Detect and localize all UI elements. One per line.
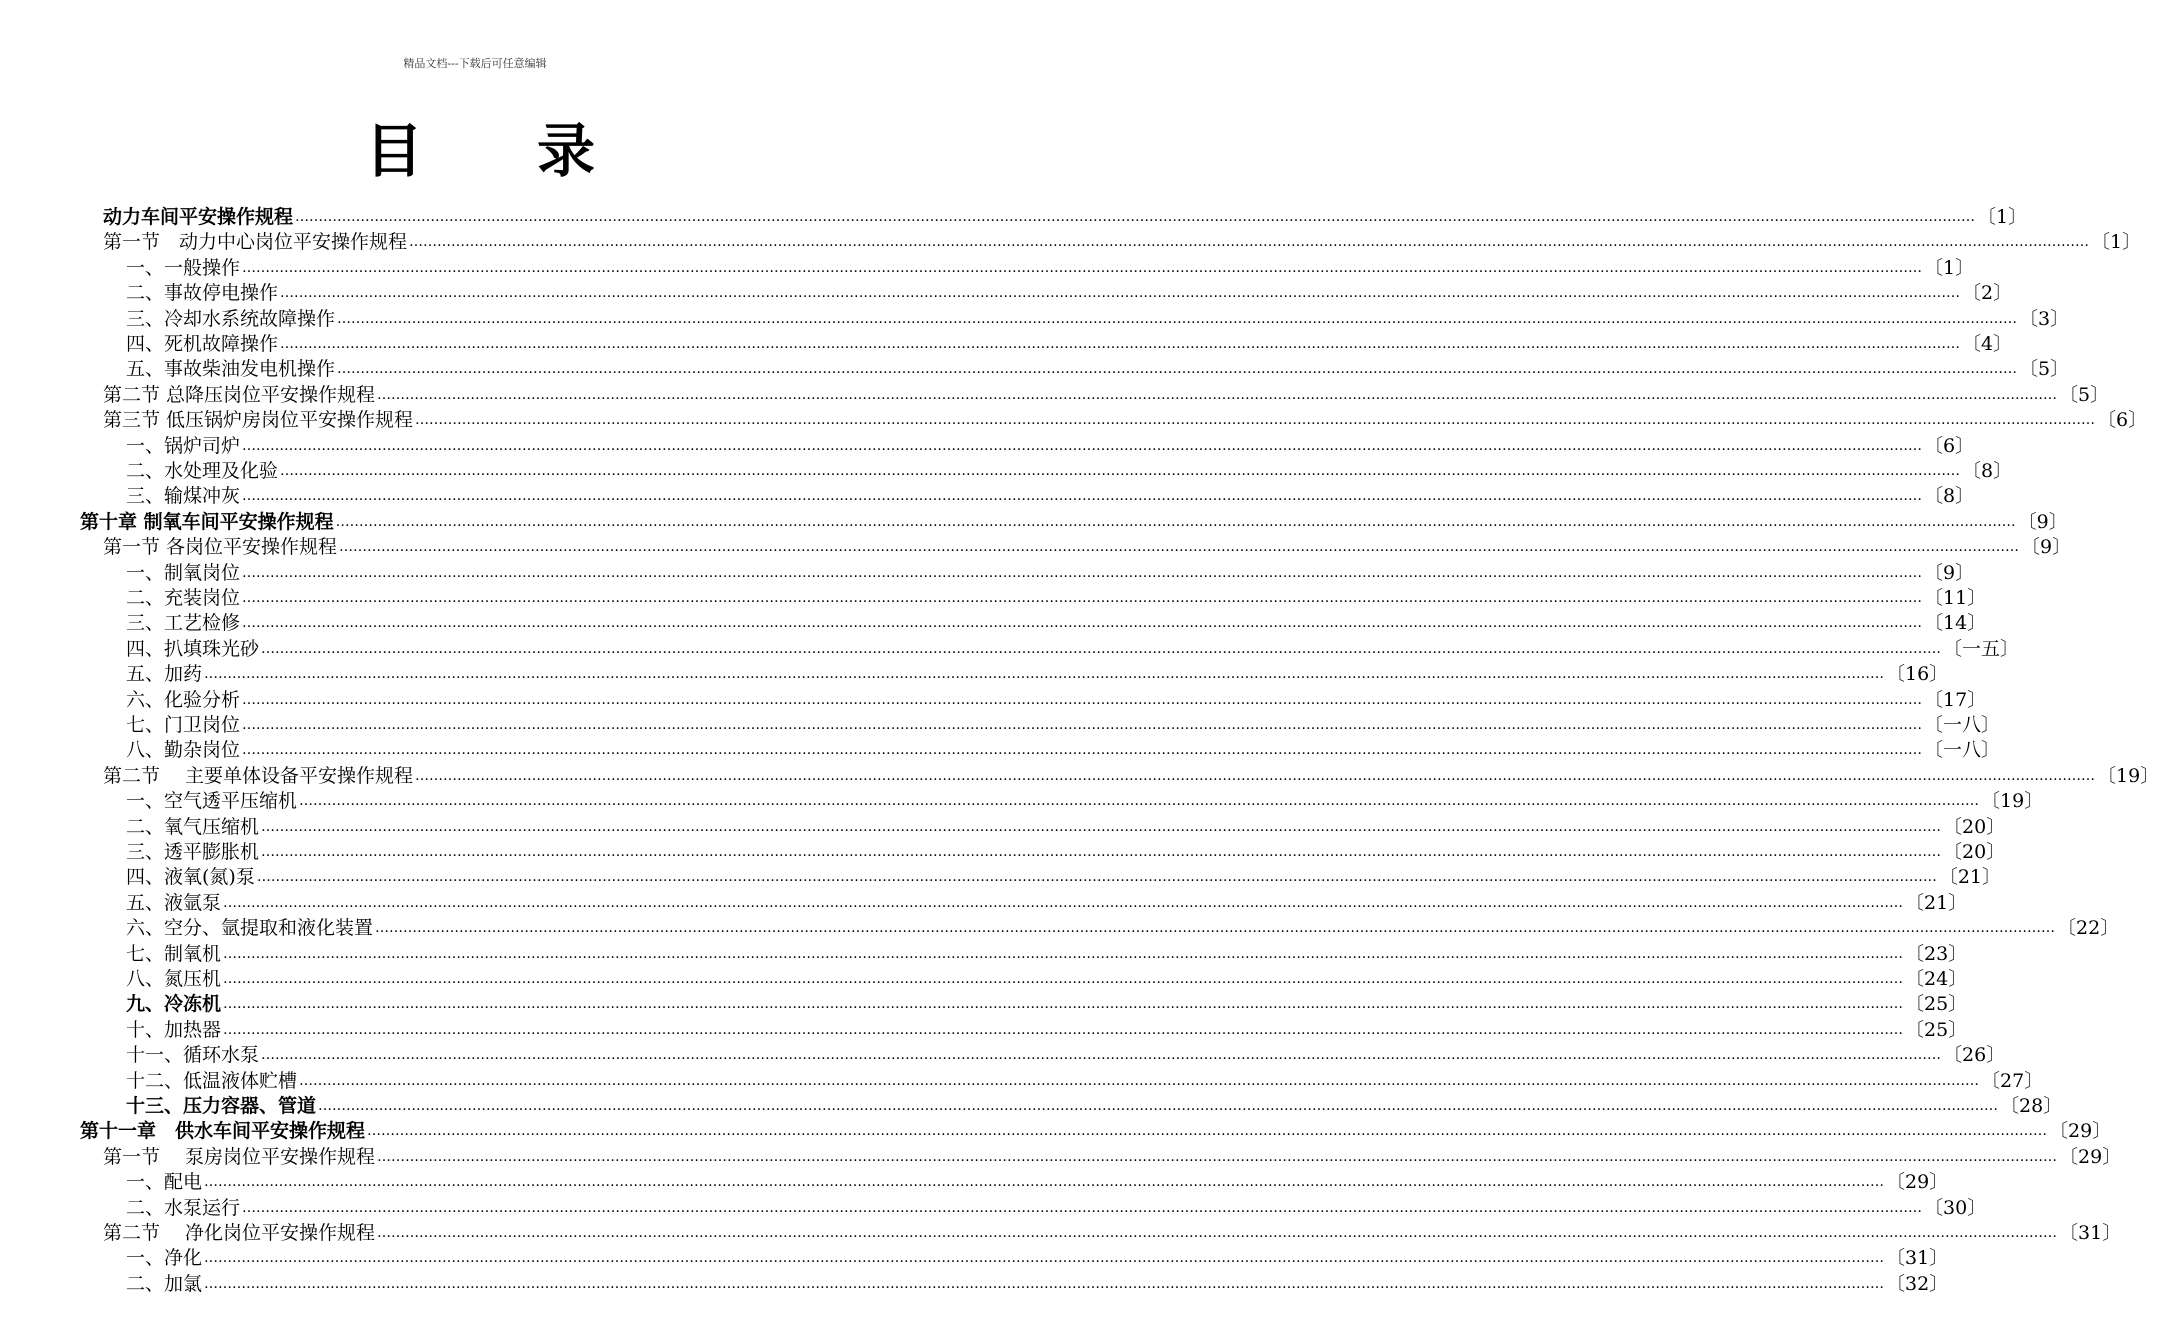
toc-entry-label: 一、净化 bbox=[126, 1247, 203, 1270]
toc-entry[interactable] bbox=[80, 1119, 2112, 1144]
toc-entry[interactable] bbox=[126, 967, 1968, 992]
toc-entry-page: 〔28〕 bbox=[2000, 1095, 2063, 1117]
toc-entry[interactable] bbox=[126, 865, 2002, 890]
toc-entry[interactable] bbox=[126, 307, 2070, 332]
toc-leader-dots: ……………………………………………………………………………………………………………………………………………………………………………………………………………………………………………………………………………………………………………………………… bbox=[242, 259, 1923, 276]
toc-leader-dots: ……………………………………………………………………………………………………………………………………………………………………………………………………………………………………………………………………………………………………………………………… bbox=[299, 1072, 1980, 1089]
title-char-1: 目 bbox=[365, 117, 424, 185]
title-char-2: 录 bbox=[536, 117, 595, 185]
toc-entry-page: 〔9〕 bbox=[2021, 536, 2072, 559]
toc-entry-page: 〔1〕 bbox=[1924, 256, 1975, 279]
toc-leader-dots: ……………………………………………………………………………………………………………………………………………………………………………………………………………………………………………………………………………………………………………………………… bbox=[223, 894, 1904, 911]
toc-entry[interactable] bbox=[126, 434, 1975, 459]
toc-entry[interactable] bbox=[126, 1094, 2063, 1119]
toc-entry[interactable] bbox=[126, 637, 2020, 662]
toc-entry-page: 〔5〕 bbox=[2019, 358, 2070, 381]
toc-leader-dots: ……………………………………………………………………………………………………………………………………………………………………………………………………………………………………………………………………………………………………………………………… bbox=[377, 1148, 2058, 1165]
toc-entry-page: 〔16〕 bbox=[1886, 663, 1949, 686]
toc-entry-label: 五、事故柴油发电机操作 bbox=[126, 358, 336, 381]
toc-leader-dots: ……………………………………………………………………………………………………………………………………………………………………………………………………………………………………………………………………………………………………………………………… bbox=[261, 818, 1942, 835]
toc-leader-dots: ……………………………………………………………………………………………………………………………………………………………………………………………………………………………………………………………………………………………………………………………… bbox=[223, 945, 1904, 962]
toc-entry-label: 第三节 低压锅炉房岗位平安操作规程 bbox=[103, 409, 414, 432]
toc-entry-page: 〔21〕 bbox=[1905, 891, 1968, 914]
toc-entry[interactable] bbox=[126, 611, 1987, 636]
toc-entry-label: 七、制氧机 bbox=[126, 942, 222, 965]
toc-entry-page: 〔24〕 bbox=[1905, 968, 1968, 990]
toc-leader-dots: ……………………………………………………………………………………………………………………………………………………………………………………………………………………………………………………………………………………………………………………………… bbox=[242, 437, 1923, 454]
toc-entry-label: 三、输煤冲灰 bbox=[126, 485, 241, 508]
toc-entry-page: 〔一五〕 bbox=[1943, 637, 2020, 660]
toc-entry-label: 第二节 主要单体设备平安操作规程 bbox=[103, 764, 414, 787]
toc-entry[interactable] bbox=[103, 205, 2028, 230]
toc-entry[interactable] bbox=[126, 1043, 2006, 1068]
toc-entry-page: 〔1〕 bbox=[1977, 206, 2028, 228]
toc-leader-dots: ……………………………………………………………………………………………………………………………………………………………………………………………………………………………………………………………………………………………………………………………… bbox=[280, 336, 1961, 352]
toc-entry[interactable] bbox=[103, 764, 2159, 789]
toc-entry-label: 第十章 制氧车间平安操作规程 bbox=[80, 510, 334, 533]
toc-entry-page: 〔31〕 bbox=[1886, 1247, 1949, 1270]
toc-leader-dots: ……………………………………………………………………………………………………………………………………………………………………………………………………………………………………………………………………………………………………………………………… bbox=[415, 412, 2096, 429]
toc-entry[interactable] bbox=[126, 357, 2070, 382]
toc-entry-page: 〔9〕 bbox=[1924, 561, 1975, 584]
toc-entry-label: 六、化验分析 bbox=[126, 688, 241, 711]
toc-leader-dots: ……………………………………………………………………………………………………………………………………………………………………………………………………………………………………………………………………………………………………………………………… bbox=[242, 564, 1923, 581]
toc-entry-label: 第一节 各岗位平安操作规程 bbox=[103, 536, 338, 559]
toc-entry-label: 五、加药 bbox=[126, 663, 203, 686]
toc-leader-dots: ……………………………………………………………………………………………………………………………………………………………………………………………………………………………………………………………………………………………………………………………… bbox=[242, 1199, 1923, 1216]
toc-entry[interactable] bbox=[126, 688, 1987, 713]
toc-entry[interactable] bbox=[103, 1145, 2122, 1170]
toc-entry[interactable] bbox=[126, 1170, 1949, 1195]
toc-entry-label: 第二节 总降压岗位平安操作规程 bbox=[103, 383, 376, 406]
toc-leader-dots: ……………………………………………………………………………………………………………………………………………………………………………………………………………………………………………………………………………………………………………………………… bbox=[242, 590, 1923, 606]
toc-entry-label: 一、配电 bbox=[126, 1171, 203, 1194]
toc-leader-dots: ……………………………………………………………………………………………………………………………………………………………………………………………………………………………………………………………………………………………………………………………… bbox=[280, 463, 1961, 479]
toc-entry-label: 第一节 动力中心岗位平安操作规程 bbox=[103, 231, 408, 254]
toc-leader-dots: ……………………………………………………………………………………………………………………………………………………………………………………………………………………………………………………………………………………………………………………………… bbox=[377, 1225, 2058, 1241]
toc-entry[interactable] bbox=[103, 535, 2072, 560]
toc-entry-page: 〔8〕 bbox=[1962, 460, 2013, 482]
page-header: 精品文档---下载后可任意编辑 bbox=[403, 57, 547, 70]
toc-leader-dots: ……………………………………………………………………………………………………………………………………………………………………………………………………………………………………………………………………………………………………………………………… bbox=[261, 844, 1942, 860]
toc-entry-label: 二、事故停电操作 bbox=[126, 282, 279, 305]
toc-entry-page: 〔17〕 bbox=[1924, 688, 1987, 711]
toc-entry-page: 〔29〕 bbox=[2049, 1120, 2112, 1143]
toc-entry-page: 〔3〕 bbox=[2019, 307, 2070, 330]
toc-leader-dots: ……………………………………………………………………………………………………………………………………………………………………………………………………………………………………………………………………………………………………………………………… bbox=[242, 717, 1923, 733]
toc-leader-dots: ……………………………………………………………………………………………………………………………………………………………………………………………………………………………………………………………………………………………………………………………… bbox=[204, 666, 1885, 683]
toc-entry-label: 第十一章 供水车间平安操作规程 bbox=[80, 1120, 366, 1143]
toc-entry-label: 二、加氯 bbox=[126, 1272, 203, 1295]
toc-entry-page: 〔32〕 bbox=[1886, 1272, 1949, 1295]
toc-entry-page: 〔8〕 bbox=[1924, 485, 1975, 508]
toc-entry-label: 一、一般操作 bbox=[126, 256, 241, 279]
toc-entry-label: 十、加热器 bbox=[126, 1018, 222, 1041]
toc-entry-label: 一、锅炉司炉 bbox=[126, 434, 241, 457]
toc-entry-label: 四、扒填珠光砂 bbox=[126, 637, 260, 660]
toc-entry-label: 七、门卫岗位 bbox=[126, 714, 241, 736]
toc-entry-page: 〔20〕 bbox=[1943, 841, 2006, 863]
toc-entry[interactable] bbox=[126, 1018, 1968, 1043]
toc-entry[interactable] bbox=[103, 1221, 2122, 1246]
page-title bbox=[365, 118, 595, 184]
toc-entry-label: 五、液氩泵 bbox=[126, 891, 222, 914]
toc-entry[interactable] bbox=[126, 840, 2006, 865]
toc-leader-dots: ……………………………………………………………………………………………………………………………………………………………………………………………………………………………………………………………………………………………………………………………… bbox=[223, 1021, 1904, 1038]
toc-entry-label: 一、制氧岗位 bbox=[126, 561, 241, 584]
toc-entry-page: 〔19〕 bbox=[1981, 790, 2044, 813]
toc-entry-page: 〔29〕 bbox=[1886, 1171, 1949, 1194]
toc-entry-page: 〔29〕 bbox=[2059, 1145, 2122, 1168]
toc-entry-label: 三、工艺检修 bbox=[126, 612, 241, 635]
toc-entry-page: 〔2〕 bbox=[1962, 282, 2013, 305]
toc-entry-label: 十一、循环水泵 bbox=[126, 1044, 260, 1067]
toc-leader-dots: ……………………………………………………………………………………………………………………………………………………………………………………………………………………………………………………………………………………………………………………………… bbox=[204, 1250, 1885, 1267]
toc-entry-label: 八、勤杂岗位 bbox=[126, 739, 241, 762]
toc-entry[interactable] bbox=[103, 408, 2148, 433]
toc-leader-dots: ……………………………………………………………………………………………………………………………………………………………………………………………………………………………………………………………………………………………………………………………… bbox=[318, 1098, 1999, 1114]
toc-leader-dots: ……………………………………………………………………………………………………………………………………………………………………………………………………………………………………………………………………………………………………………………………… bbox=[242, 488, 1923, 505]
toc-entry[interactable] bbox=[126, 891, 1968, 916]
toc-entry-label: 六、空分、氩提取和液化装置 bbox=[126, 917, 374, 940]
toc-leader-dots: ……………………………………………………………………………………………………………………………………………………………………………………………………………………………………………………………………………………………………………………………… bbox=[261, 1047, 1942, 1064]
toc-leader-dots: ……………………………………………………………………………………………………………………………………………………………………………………………………………………………………………………………………………………………………………………………… bbox=[367, 1123, 2048, 1140]
toc-entry-page: 〔6〕 bbox=[2097, 409, 2148, 432]
toc-entry[interactable] bbox=[126, 1246, 1949, 1271]
toc-leader-dots: ……………………………………………………………………………………………………………………………………………………………………………………………………………………………………………………………………………………………………………………………… bbox=[337, 310, 2018, 327]
toc-entry-page: 〔6〕 bbox=[1924, 434, 1975, 457]
toc-entry[interactable] bbox=[103, 230, 2142, 255]
toc-entry-label: 四、液氧(氮)泵 bbox=[126, 866, 255, 889]
toc-leader-dots: ……………………………………………………………………………………………………………………………………………………………………………………………………………………………………………………………………………………………………………………………… bbox=[335, 513, 2016, 530]
toc-entry-page: 〔23〕 bbox=[1905, 942, 1968, 965]
toc-entry-label: 二、氧气压缩机 bbox=[126, 815, 260, 838]
toc-entry[interactable] bbox=[126, 662, 1949, 687]
toc-entry-page: 〔19〕 bbox=[2097, 764, 2159, 787]
toc-entry[interactable] bbox=[126, 484, 1975, 509]
toc-entry[interactable] bbox=[126, 586, 1987, 611]
toc-entry[interactable] bbox=[126, 1069, 2044, 1094]
toc-entry-page: 〔11〕 bbox=[1924, 587, 1987, 609]
toc-entry-page: 〔25〕 bbox=[1905, 1018, 1968, 1041]
toc-leader-dots: ……………………………………………………………………………………………………………………………………………………………………………………………………………………………………………………………………………………………………………………………… bbox=[223, 971, 1904, 987]
toc-entry-label: 动力车间平安操作规程 bbox=[103, 206, 294, 228]
toc-entry-page: 〔21〕 bbox=[1938, 866, 2002, 889]
toc-leader-dots: ……………………………………………………………………………………………………………………………………………………………………………………………………………………………………………………………………………………………………………………………… bbox=[375, 920, 2056, 937]
toc-entry-page: 〔26〕 bbox=[1943, 1044, 2006, 1067]
toc-entry-page: 〔一八〕 bbox=[1924, 739, 2001, 762]
toc-entry-label: 第一节 泵房岗位平安操作规程 bbox=[103, 1145, 376, 1168]
toc-entry-label: 四、死机故障操作 bbox=[126, 333, 279, 355]
toc-entry[interactable] bbox=[126, 281, 2013, 306]
toc-entry[interactable] bbox=[126, 916, 2120, 941]
toc-leader-dots: ……………………………………………………………………………………………………………………………………………………………………………………………………………………………………………………………………………………………………………………………… bbox=[299, 793, 1980, 810]
toc-entry[interactable] bbox=[80, 510, 2068, 535]
toc-entry[interactable] bbox=[126, 1272, 1949, 1297]
toc-leader-dots: ……………………………………………………………………………………………………………………………………………………………………………………………………………………………………………………………………………………………………………………………… bbox=[377, 386, 2058, 403]
toc-entry[interactable] bbox=[126, 992, 1968, 1017]
toc-entry-page: 〔22〕 bbox=[2057, 917, 2120, 940]
toc-entry-page: 〔20〕 bbox=[1943, 815, 2006, 838]
toc-entry[interactable] bbox=[126, 459, 2013, 484]
toc-leader-dots: ……………………………………………………………………………………………………………………………………………………………………………………………………………………………………………………………………………………………………………………………… bbox=[339, 539, 2020, 556]
toc-entry-label: 九、冷冻机 bbox=[126, 993, 222, 1016]
toc-entry-label: 二、水泵运行 bbox=[126, 1196, 241, 1219]
toc-leader-dots: ……………………………………………………………………………………………………………………………………………………………………………………………………………………………………………………………………………………………………………………………… bbox=[337, 361, 2018, 378]
toc-entry[interactable] bbox=[126, 942, 1968, 967]
toc-leader-dots: ……………………………………………………………………………………………………………………………………………………………………………………………………………………………………………………………………………………………………………………………… bbox=[295, 209, 1976, 225]
toc-entry-page: 〔一八〕 bbox=[1924, 714, 2001, 736]
toc-entry[interactable] bbox=[126, 561, 1975, 586]
toc-entry-page: 〔27〕 bbox=[1981, 1069, 2044, 1092]
toc-entry-label: 三、透平膨胀机 bbox=[126, 841, 260, 863]
toc-leader-dots: ……………………………………………………………………………………………………………………………………………………………………………………………………………………………………………………………………………………………………………………………… bbox=[280, 285, 1961, 302]
toc-leader-dots: ……………………………………………………………………………………………………………………………………………………………………………………………………………………………………………………………………………………………………………………………… bbox=[242, 691, 1923, 708]
toc-entry-page: 〔1〕 bbox=[2091, 231, 2142, 254]
toc-entry[interactable] bbox=[103, 383, 2110, 408]
toc-entry[interactable] bbox=[126, 332, 2013, 357]
toc-entry[interactable] bbox=[126, 738, 2001, 763]
toc-entry-page: 〔31〕 bbox=[2059, 1222, 2122, 1244]
toc-leader-dots: ……………………………………………………………………………………………………………………………………………………………………………………………………………………………………………………………………………………………………………………………… bbox=[415, 767, 2096, 784]
toc-leader-dots: ……………………………………………………………………………………………………………………………………………………………………………………………………………………………………………………………………………………………………………………………… bbox=[204, 1174, 1885, 1191]
toc-entry-label: 十二、低温液体贮槽 bbox=[126, 1069, 298, 1092]
toc-entry-label: 二、水处理及化验 bbox=[126, 460, 279, 482]
toc-entry-label: 一、空气透平压缩机 bbox=[126, 790, 298, 813]
toc-leader-dots: ……………………………………………………………………………………………………………………………………………………………………………………………………………………………………………………………………………………………………………………………… bbox=[256, 869, 1937, 886]
toc-entry-label: 二、充装岗位 bbox=[126, 587, 241, 609]
toc-leader-dots: ……………………………………………………………………………………………………………………………………………………………………………………………………………………………………………………………………………………………………………………………… bbox=[242, 615, 1923, 632]
toc-entry[interactable] bbox=[126, 1196, 1987, 1221]
toc-entry-label: 八、氮压机 bbox=[126, 968, 222, 990]
toc-entry[interactable] bbox=[126, 713, 2001, 738]
toc-entry-page: 〔30〕 bbox=[1924, 1196, 1987, 1219]
toc-entry-page: 〔25〕 bbox=[1905, 993, 1968, 1016]
toc-leader-dots: ……………………………………………………………………………………………………………………………………………………………………………………………………………………………………………………………………………………………………………………………… bbox=[242, 742, 1923, 759]
toc-entry[interactable] bbox=[126, 256, 1975, 281]
toc-entry-page: 〔14〕 bbox=[1924, 612, 1987, 635]
toc-entry[interactable] bbox=[126, 815, 2006, 840]
toc-entry-page: 〔9〕 bbox=[2017, 510, 2068, 533]
toc-leader-dots: ……………………………………………………………………………………………………………………………………………………………………………………………………………………………………………………………………………………………………………………………… bbox=[409, 234, 2090, 251]
toc-leader-dots: ……………………………………………………………………………………………………………………………………………………………………………………………………………………………………………………………………………………………………………………………… bbox=[223, 996, 1904, 1013]
toc-entry-page: 〔5〕 bbox=[2059, 383, 2110, 406]
toc-leader-dots: ……………………………………………………………………………………………………………………………………………………………………………………………………………………………………………………………………………………………………………………………… bbox=[261, 640, 1942, 657]
toc-entry-label: 第二节 净化岗位平安操作规程 bbox=[103, 1222, 376, 1244]
toc-entry-label: 三、冷却水系统故障操作 bbox=[126, 307, 336, 330]
toc-entry-page: 〔4〕 bbox=[1962, 333, 2013, 355]
toc-leader-dots: ……………………………………………………………………………………………………………………………………………………………………………………………………………………………………………………………………………………………………………………………… bbox=[204, 1275, 1885, 1292]
toc-entry-label: 十三、压力容器、管道 bbox=[126, 1095, 317, 1117]
toc-entry[interactable] bbox=[126, 789, 2044, 814]
